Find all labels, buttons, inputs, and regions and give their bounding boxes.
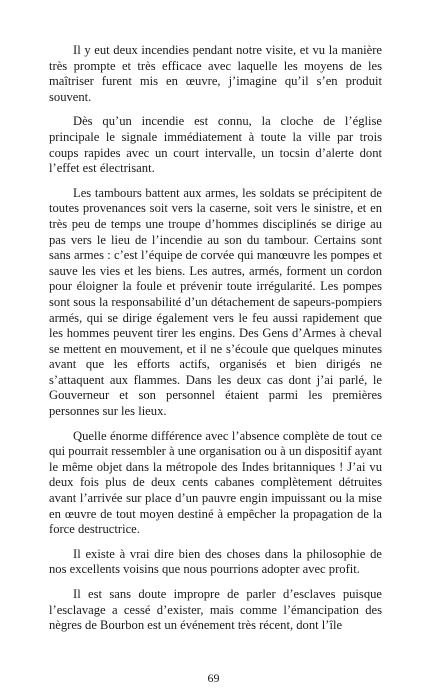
paragraph-slavery: Il est sans doute impropre de parler d’esclaves puisque l’esclavage a cessé d’exister, mais comme l’émancipation des nègres de Bourbon est un événement très récent, dont l’île [49,587,382,633]
paragraph-fires-during-visit: Il y eut deux incendies pendant notre visite, et vu la manière très prompte et très efficace avec laquelle les moyens de les maîtriser furent mis en œuvre, j’imagine qu’il s’en produit souvent. [49,43,382,104]
page-number: 69 [207,671,220,685]
paragraph-neighbours-philosophy: Il existe à vrai dire bien des choses dans la philosophie de nos excellents voisins que nous pourrions adopter avec profit. [49,546,382,577]
paragraph-drums-and-soldiers: Les tambours battent aux armes, les soldats se précipitent de toutes provenances soit vers la caserne, soit vers le sinistre, et en très peu de temps une troupe d’hommes disciplinés se dirige au pas vers le lieu de l’incendie au son du tambour. Certains sont sans armes : c’est l’équipe de corvée qui manœuvre les pompes et sauve les vies et les biens. Les autres, armés, forment un cordon pour éloigner la foule et prévenir toute irrégularité. Les pompes sont sous la responsabilité d’un détachement de sapeurs-pompiers armés, qui se dirige également vers le feu aussi rapidement que les hommes peuvent tirer les engins. Des Gens d’Armes à cheval se mettent en mouvement, et il ne s’écoule que quelques minutes avant que les efforts actifs, organisés et bien dirigés ne s’attaquent aux flammes. Dans les deux cas dont j’ai parlé, le Gouverneur et son personnel étaient parmi les premières personnes sur les lieux. [49,185,382,419]
body-text [49,43,382,643]
paragraph-comparison-india: Quelle énorme différence avec l’absence complète de tout ce qui pourrait ressembler à une organisation ou à un dispositif ayant le même objet dans la métropole des Indes britanniques ! J’ai vu deux fois plus de deux cents cabanes complètement détruites avant l’arrivée sur place d’un pauvre engin impuissant ou la mise en œuvre de tout moyen destiné à empêcher la propagation de la force destructrice. [49,428,382,537]
paragraph-church-bell: Dès qu’un incendie est connu, la cloche de l’église principale le signale immédiatement à toute la ville par trois coups rapides avec un court intervalle, un tocsin d’alerte dont l’effet est électrisant. [49,114,382,176]
